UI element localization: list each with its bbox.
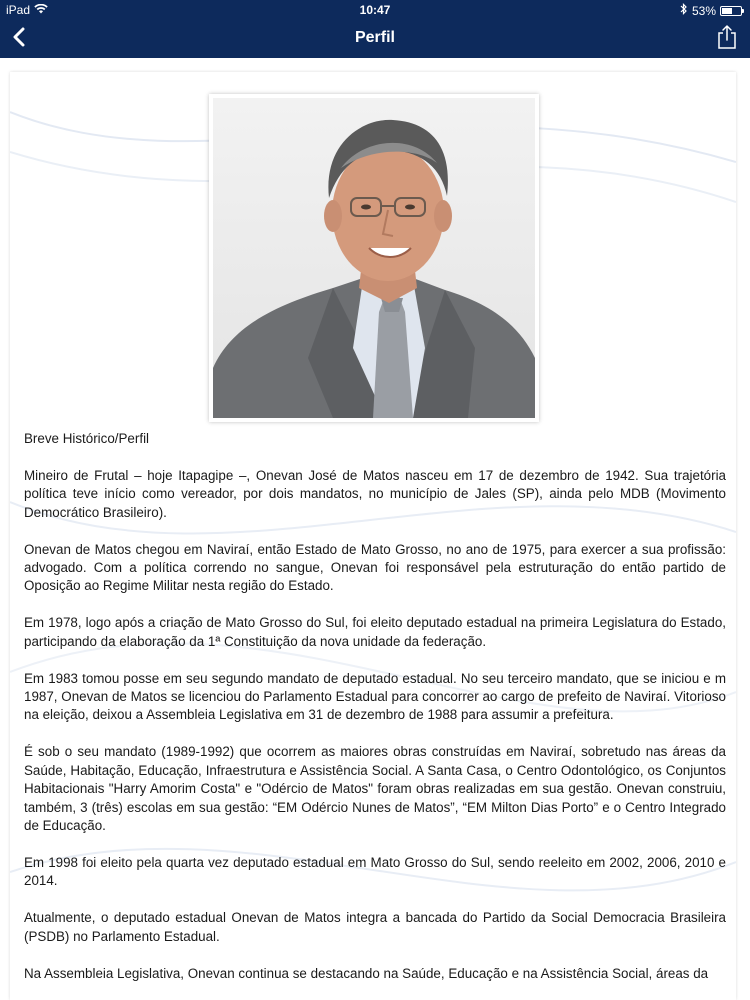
status-time: 10:47 xyxy=(359,3,391,17)
share-button[interactable] xyxy=(712,23,742,55)
status-bar xyxy=(0,0,750,20)
section-heading: Breve Histórico/Perfil xyxy=(24,431,150,446)
paragraph: É sob o seu mandato (1989-1992) que ocorrem as maiores obras construídas em Naviraí, sobretudo nas áreas da Saúde, Habitação, Educação, Infraestrutura e Assistência Social. A Santa Casa, o Centro Odontológico, os Conjuntos Habitacionais "Harry Amorim Costa" e "Odércio de Matos" foram obras realizadas em sua gestão. Onevan construiu, também, 3 (três) escolas em sua gestão: “EM Odércio Nunes de Matos”, “EM Milton Dias Porto” e o Centro Integrado de Educação. xyxy=(24,744,726,833)
profile-text xyxy=(24,430,726,1000)
paragraph: Em 1983 tomou posse em seu segundo mandato de deputado estadual. No seu terceiro mandato, que se iniciou e m 1987, Onevan de Matos se licenciou do Parlamento Estadual para concorrer ao cargo de prefeito de Naviraí. Vitorioso na eleição, deixou a Assembleia Legislativa em 31 de dezembro de 1988 para assumir a prefeitura. xyxy=(24,670,726,723)
profile-photo xyxy=(213,98,535,418)
nav-bar xyxy=(0,20,750,58)
portrait-illustration xyxy=(213,98,535,418)
paragraph: Na Assembleia Legislativa, Onevan continua se destacando na Saúde, Educação e na Assistência Social, áreas da xyxy=(24,965,709,981)
share-icon xyxy=(717,24,737,55)
paragraph: Em 1978, logo após a criação de Mato Grosso do Sul, foi eleito deputado estadual na primeira Legislatura do Estado, participando da elaboração da 1ª Constituição da nova unidade da federação. xyxy=(24,615,726,649)
paragraph: Onevan de Matos chegou em Naviraí, então Estado de Mato Grosso, no ano de 1975, para exercer a sua profissão: advogado. Com a política correndo no sangue, Onevan foi responsável pela estruturação do então partido de Oposição ao Regime Militar nesta região do Estado. xyxy=(24,541,726,594)
battery-percent: 53% xyxy=(691,3,716,18)
page-title: Perfil xyxy=(354,29,395,46)
device-label: iPad xyxy=(6,3,31,17)
bluetooth-icon xyxy=(680,3,688,18)
profile-content xyxy=(10,72,736,1000)
paragraph: Em 1998 foi eleito pela quarta vez deputado estadual em Mato Grosso do Sul, sendo reeleito em 2002, 2006, 2010 e 2014. xyxy=(24,854,726,889)
paragraph: Atualmente, o deputado estadual Onevan de Matos integra a bancada do Partido da Social Democracia Brasileira (PSDB) no Parlamento Estadual. xyxy=(24,910,726,944)
status-right xyxy=(680,3,742,18)
battery-fill xyxy=(722,8,732,14)
battery-icon xyxy=(720,6,742,16)
profile-photo-frame xyxy=(209,94,539,422)
paragraph: Mineiro de Frutal – hoje Itapagipe –, Onevan José de Matos nasceu em 17 de dezembro de 1942. Sua trajetória política teve início como vereador, por dois mandatos, no município de Jales (SP), ainda pelo MDB (Movimento Democrático Brasileiro). xyxy=(24,467,726,520)
